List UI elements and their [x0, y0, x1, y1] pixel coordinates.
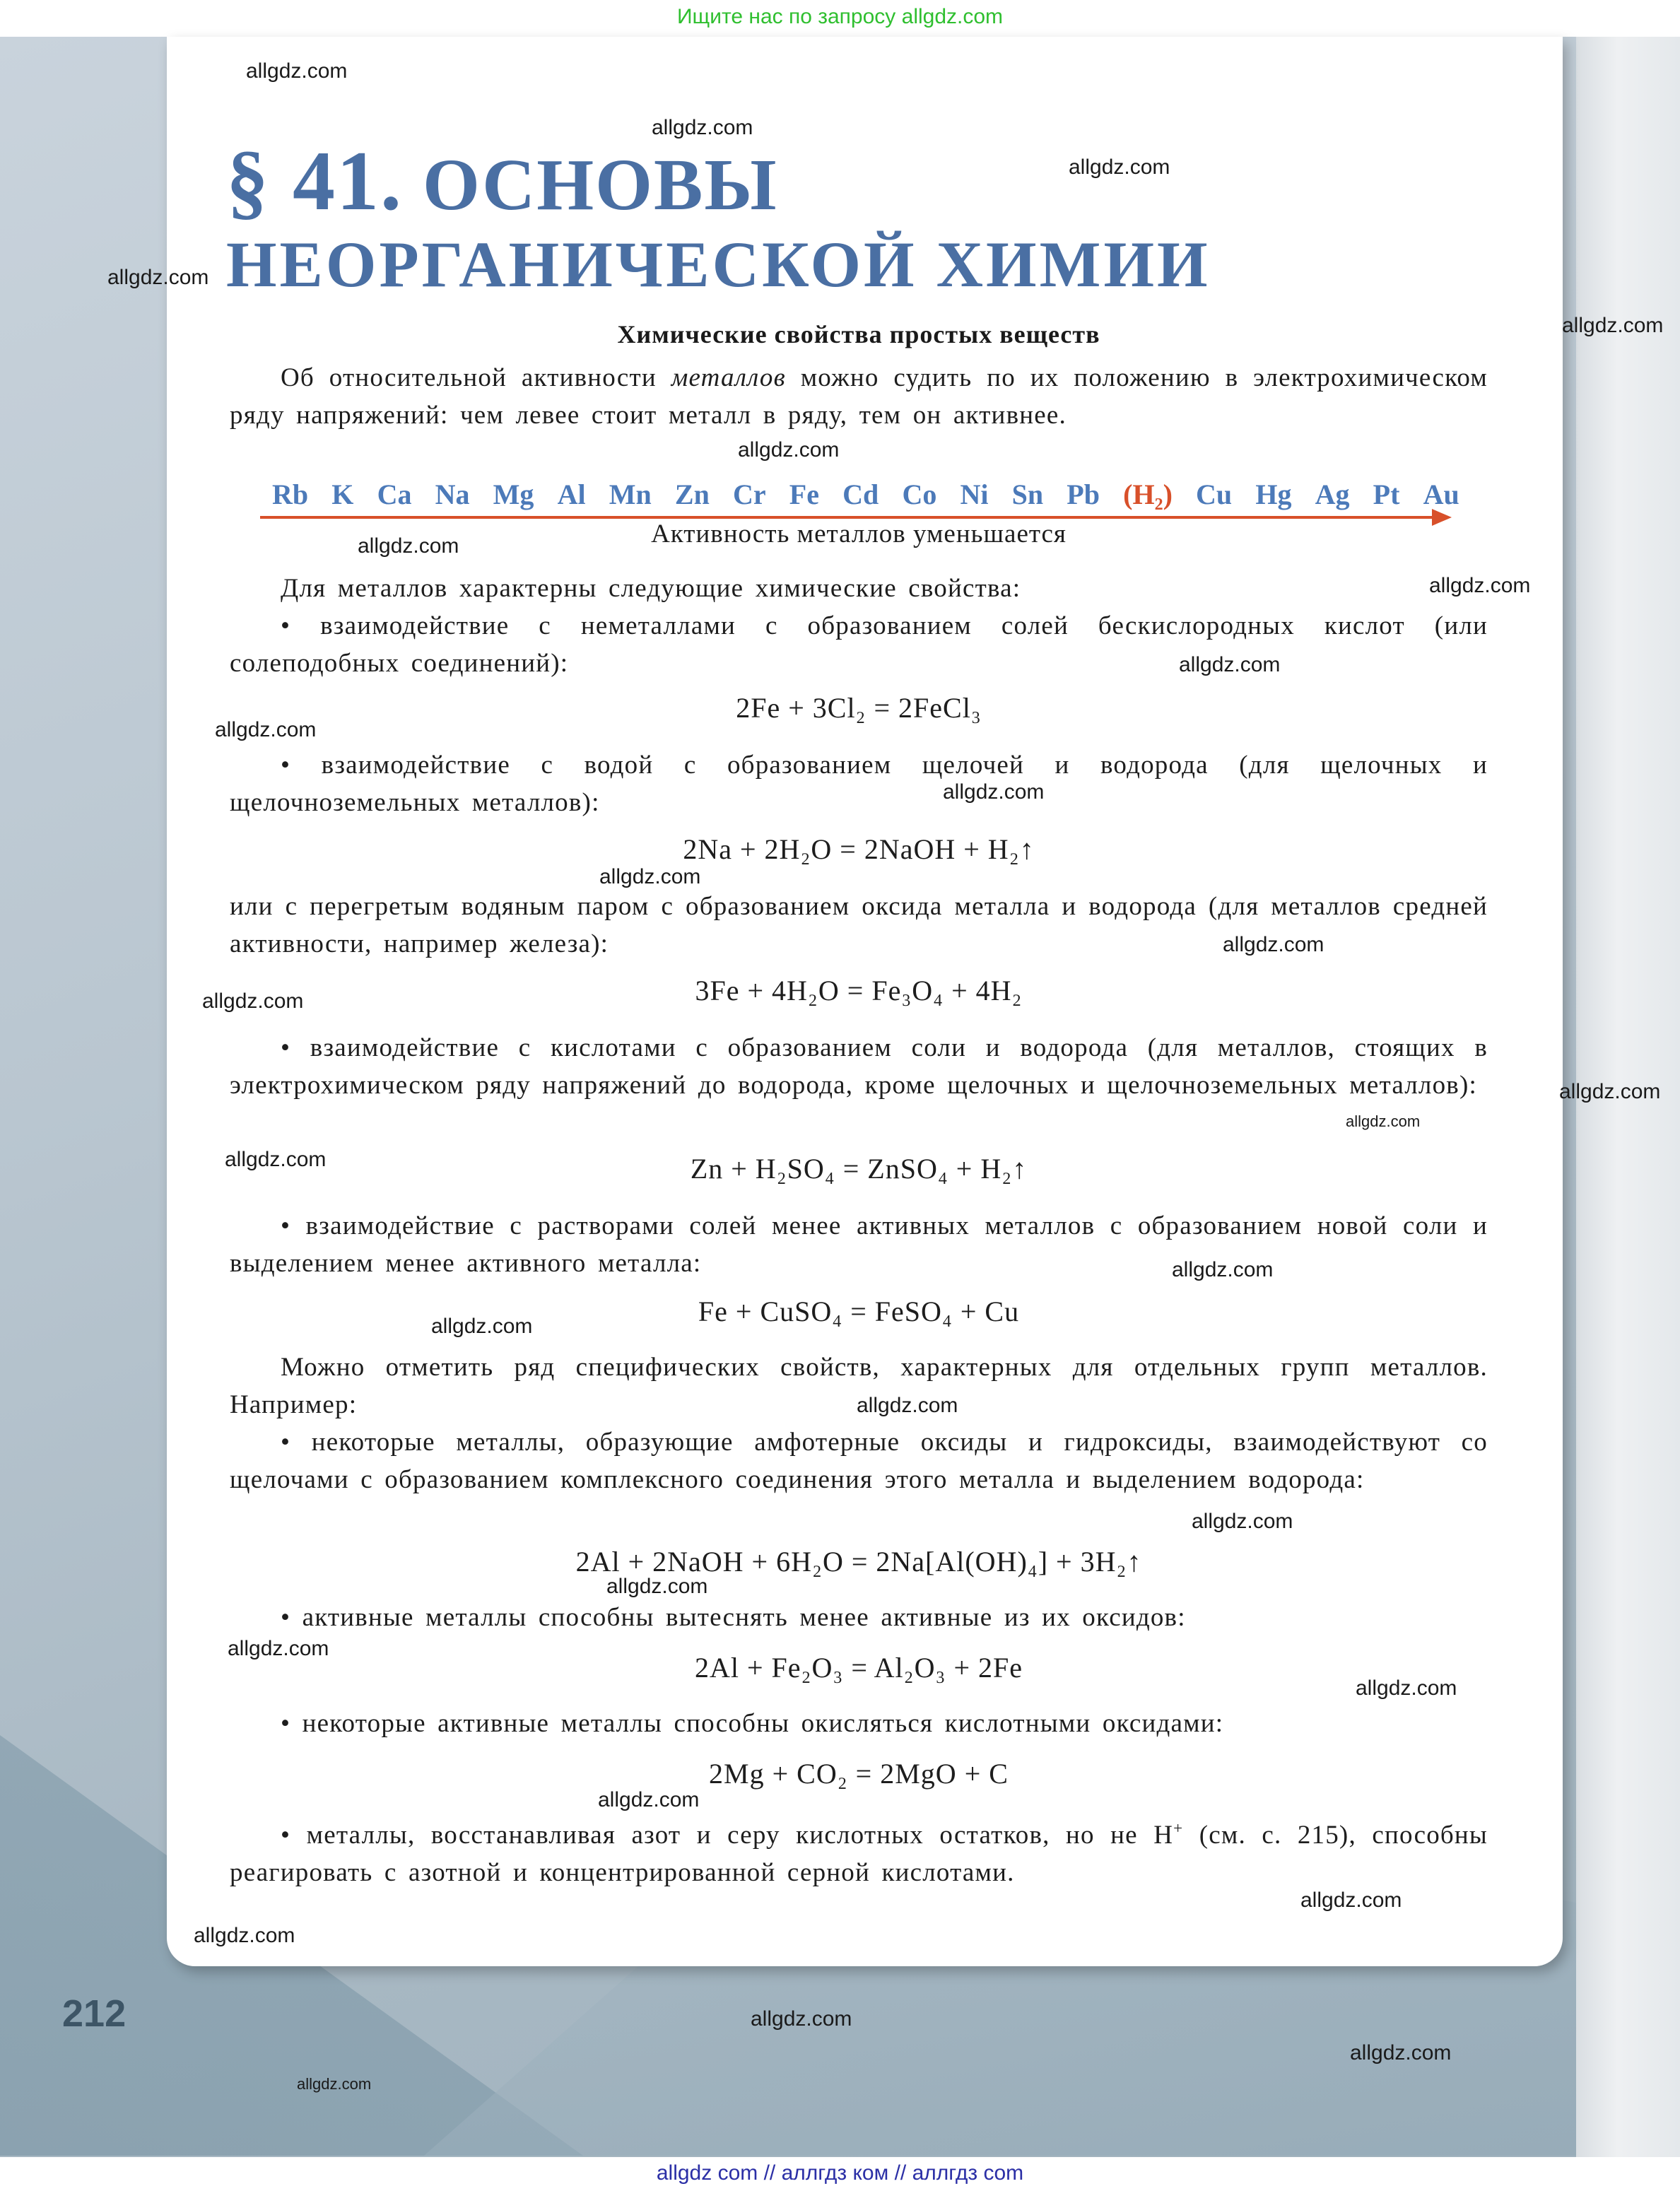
bullet-salts: • взаимодействие с растворами солей менее активных металлов с образованием новой соли и выделением менее активного металла:: [230, 1211, 1488, 1278]
metal: Pb: [1067, 478, 1100, 510]
bullet-nonmetals: • взаимодействие с неметаллами с образованием солей бескислородных кислот (или солеподобных соединений):: [230, 611, 1488, 678]
bullet-water: • взаимодействие с водой с образованием щелочей и водорода (для щелочных и щелочноземельных металлов):: [230, 751, 1488, 817]
hydrogen-marker: (H₂): [1123, 478, 1173, 510]
watermark: allgdz.com: [246, 59, 348, 83]
watermark: allgdz.com: [228, 1637, 329, 1660]
metal: Ni: [960, 478, 989, 510]
watermark: allgdz.com: [1179, 653, 1281, 676]
watermark: allgdz.com: [1192, 1510, 1293, 1533]
equation-6: 2Al + 2NaOH + 6H₂O = 2Na[Al(OH)₄] + 3H₂↑: [575, 1546, 1142, 1578]
metal: Na: [435, 478, 470, 510]
emphasis-metals: металлов: [671, 363, 786, 392]
watermark: allgdz.com: [1300, 1889, 1402, 1912]
watermark: allgdz.com: [1559, 1080, 1661, 1103]
watermark: allgdz.com: [1562, 314, 1664, 337]
metal: Rb: [272, 478, 309, 510]
watermark: allgdz.com: [1350, 2041, 1452, 2064]
watermark: allgdz.com: [297, 2075, 372, 2093]
watermark: allgdz.com: [194, 1924, 295, 1947]
watermark: allgdz.com: [107, 266, 209, 289]
metal: Au: [1423, 478, 1459, 510]
watermark: allgdz.com: [431, 1315, 533, 1338]
watermark: allgdz.com: [652, 116, 753, 139]
watermark: allgdz.com: [606, 1575, 708, 1598]
equation-2: 2Na + 2H₂O = 2NaOH + H₂↑: [683, 833, 1035, 865]
top-banner: Ищите нас по запросу allgdz.com: [0, 0, 1680, 37]
metal: Cu: [1196, 478, 1233, 510]
metal: Zn: [674, 478, 710, 510]
activity-series-label: Активность металлов уменьшается: [651, 519, 1067, 548]
metal: Cr: [733, 478, 766, 510]
watermark: allgdz.com: [857, 1394, 958, 1417]
section-number: § 41.: [226, 134, 403, 228]
title-line-2: НЕОРГАНИЧЕСКОЙ ХИМИИ: [226, 228, 1211, 300]
watermark: allgdz.com: [599, 865, 701, 888]
bullet-acids: • взаимодействие с кислотами с образованием соли и водорода (для металлов, стоящих в электрохимическом ряду напряжений до водорода, кроме щелочных и щелочноземельных металлов):: [230, 1033, 1488, 1100]
metal: Cd: [842, 478, 879, 510]
watermark: allgdz.com: [1356, 1676, 1457, 1700]
metal: Co: [902, 478, 937, 510]
paragraph-intro: Об относительной активности металлов можно судить по их положению в электрохимическом ряду напряжений: чем левее стоит металл в ряду, тем он активнее.: [230, 363, 1488, 430]
watermark: allgdz.com: [358, 534, 459, 558]
bullet-oxides: • активные металлы способны вытеснять менее активные из их оксидов:: [281, 1603, 1186, 1632]
equation-3: 3Fe + 4H₂O = Fe₃O₄ + 4H₂: [695, 975, 1023, 1006]
equation-5: Fe + CuSO₄ = FeSO₄ + Cu: [698, 1296, 1020, 1327]
activity-series: [272, 478, 1459, 511]
watermark: allgdz.com: [225, 1148, 327, 1171]
metal: Ca: [377, 478, 412, 510]
page-number: 212: [62, 1992, 127, 2035]
watermark: allgdz.com: [1172, 1258, 1274, 1281]
bullet-nitric-sulfuric: • металлы, восстанавливая азот и серу кислотных остатков, но не H+ (см. с. 215), способны реагировать с азотной и концентрированной серной кислотами.: [230, 1819, 1488, 1887]
section-heading: Химические свойства простых веществ: [617, 320, 1100, 348]
watermark: allgdz.com: [215, 718, 317, 741]
equation-8: 2Mg + CO₂ = 2MgO + C: [709, 1758, 1009, 1790]
equation-7: 2Al + Fe₂O₃ = Al₂O₃ + 2Fe: [694, 1652, 1023, 1684]
metal: K: [331, 478, 354, 510]
watermark: allgdz.com: [598, 1788, 700, 1811]
paragraph-steam: или с перегретым водяным паром с образованием оксида металла и водорода (для металлов средней активности, например железа):: [230, 892, 1488, 958]
watermark: allgdz.com: [943, 780, 1045, 804]
watermark: allgdz.com: [1223, 933, 1324, 956]
title-line-1: ОСНОВЫ: [423, 144, 778, 225]
watermark: allgdz.com: [1346, 1112, 1421, 1130]
metal: Ag: [1315, 478, 1350, 510]
bottom-banner: allgdz com // аллгдз ком // аллгдз com: [0, 2157, 1680, 2191]
paragraph-properties: Для металлов характерны следующие химические свойства:: [281, 574, 1021, 603]
metal: Mn: [609, 478, 652, 510]
metal: Mg: [493, 478, 534, 510]
metal: Pt: [1373, 478, 1400, 510]
bullet-acid-oxides: • некоторые активные металлы способны окисляться кислотными оксидами:: [281, 1709, 1224, 1738]
metal: Fe: [789, 478, 819, 510]
metal: Al: [557, 478, 586, 510]
watermark: allgdz.com: [751, 2007, 852, 2031]
equation-4: Zn + H₂SO₄ = ZnSO₄ + H₂↑: [690, 1153, 1028, 1185]
watermark: allgdz.com: [1429, 574, 1531, 597]
metal: Sn: [1011, 478, 1044, 510]
bullet-amphoteric: • некоторые металлы, образующие амфотерные оксиды и гидроксиды, взаимодействуют со щелочами с образованием комплексного соединения этого металла и выделением водорода:: [230, 1428, 1488, 1494]
watermark: allgdz.com: [738, 438, 840, 462]
paragraph-specific: Можно отметить ряд специфических свойств, характерных для отдельных групп металлов. Например:: [230, 1353, 1488, 1419]
equation-1: 2Fe + 3Cl₂ = 2FeCl₃: [736, 692, 982, 724]
watermark: allgdz.com: [202, 989, 304, 1013]
metal: Hg: [1255, 478, 1292, 510]
watermark: allgdz.com: [1069, 155, 1170, 179]
